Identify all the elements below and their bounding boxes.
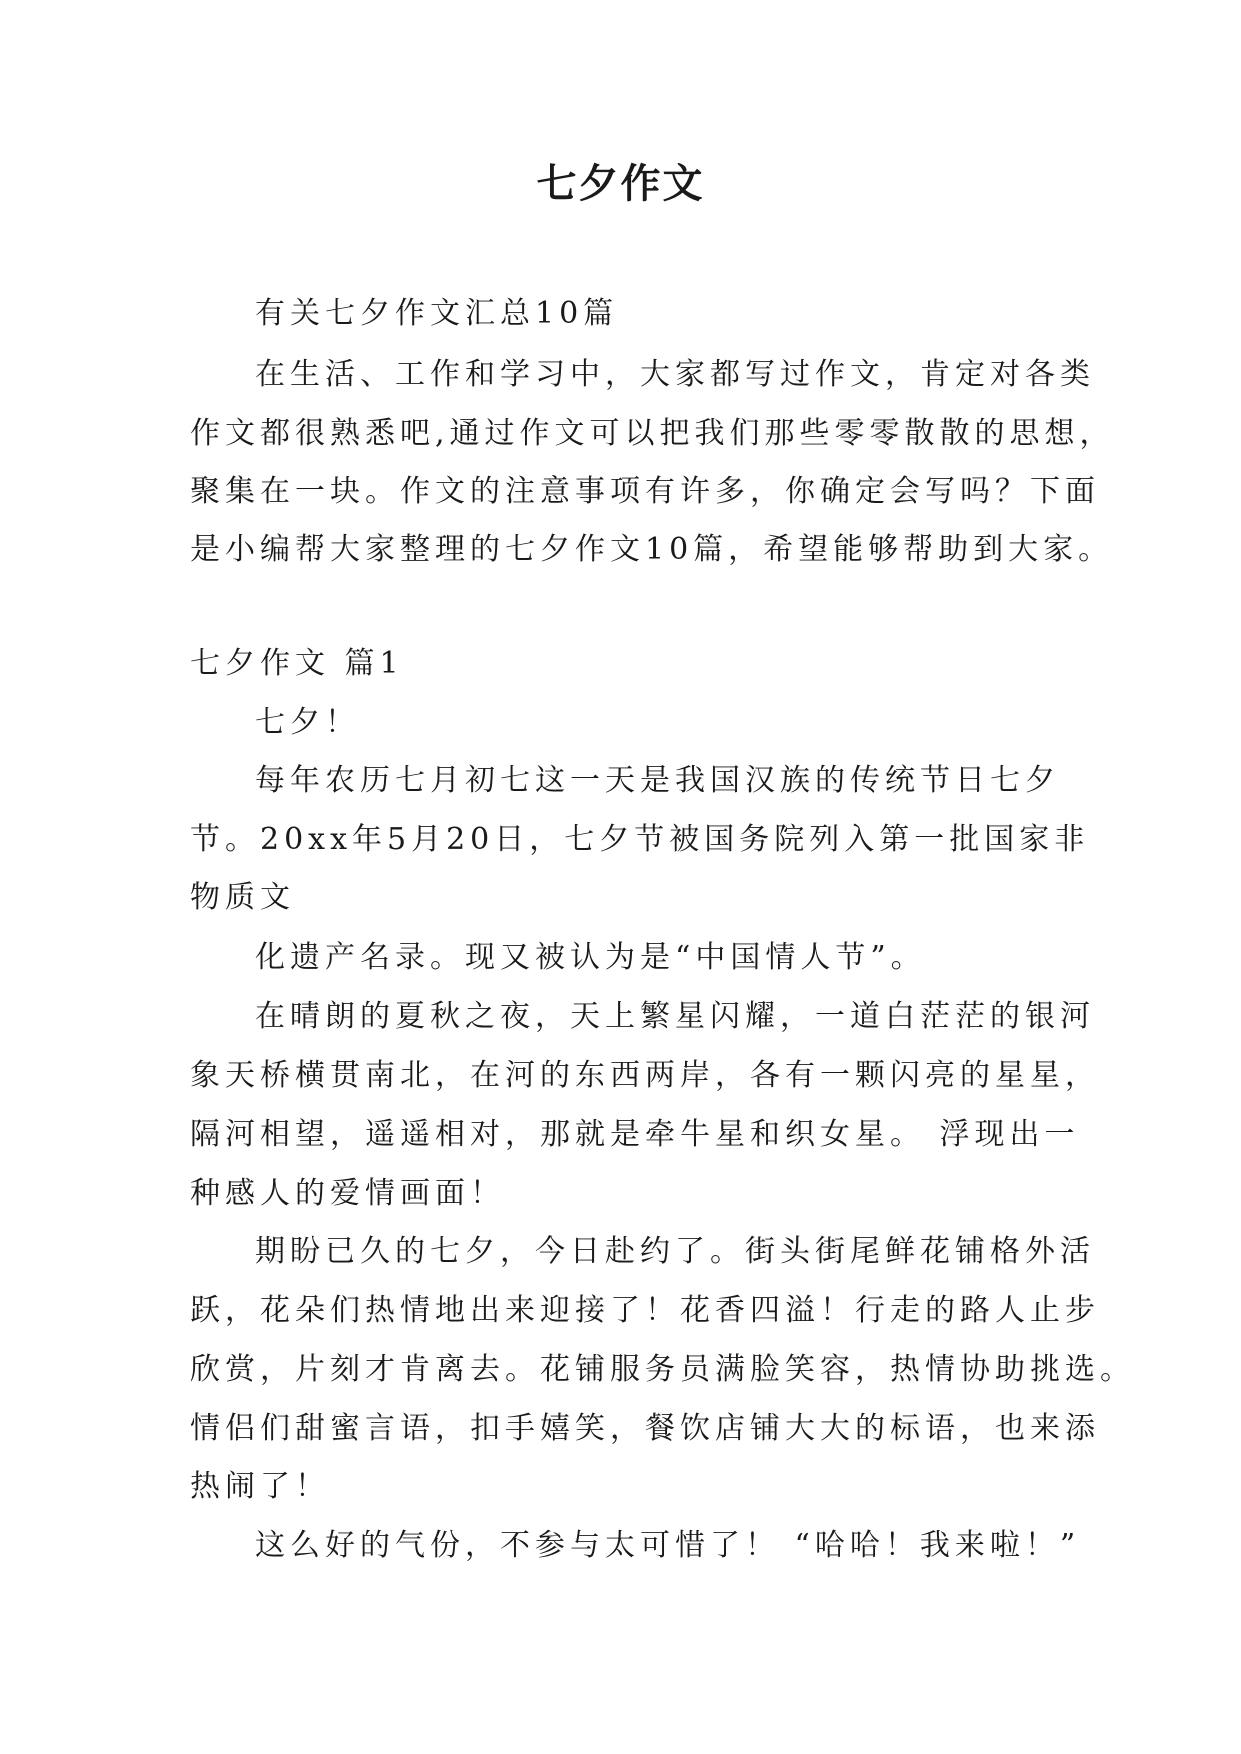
paragraph-line: 热闹了！ [190,1469,330,1504]
paragraph-line: 七夕！ [255,705,360,740]
paragraph-line: 欣赏，片刻才肯离去。花铺服务员满脸笑容，热情协助挑选。 [190,1352,1135,1387]
paragraph-line: 在晴朗的夏秋之夜，天上繁星闪耀，一道白茫茫的银河 [255,999,1095,1034]
paragraph-line: 在生活、工作和学习中，大家都写过作文，肯定对各类 [255,357,1095,392]
paragraph-line: 节。20xx年5月20日，七夕节被国务院列入第一批国家非 [190,822,1090,857]
section-heading: 七夕作文 篇1 [190,646,404,681]
paragraph-line: 情侣们甜蜜言语，扣手嬉笑，餐饮店铺大大的标语，也来添 [190,1411,1100,1446]
paragraph-line: 每年农历七月初七这一天是我国汉族的传统节日七夕 [255,763,1060,798]
paragraph-line: 跃，花朵们热情地出来迎接了！花香四溢！行走的路人止步 [190,1293,1100,1328]
paragraph-line: 象天桥横贯南北，在河的东西两岸，各有一颗闪亮的星星， [190,1058,1100,1093]
paragraph-line: 是小编帮大家整理的七夕作文10篇，希望能够帮助到大家。 [190,532,1114,567]
paragraph-line: 作文都很熟悉吧,通过作文可以把我们那些零零散散的思想， [190,416,1115,451]
paragraph-line: 隔河相望，遥遥相对，那就是牵牛星和织女星。 浮现出一 [190,1117,1080,1152]
paragraph-line: 化遗产名录。现又被认为是“中国情人节”。 [255,940,926,975]
paragraph-line: 期盼已久的七夕，今日赴约了。街头街尾鲜花铺格外活 [255,1234,1095,1269]
document-title: 七夕作文 [536,160,705,207]
paragraph-line: 聚集在一块。作文的注意事项有许多，你确定会写吗？下面 [190,474,1100,509]
paragraph-line: 物质文 [190,880,295,915]
paragraph-line: 这么好的气份，不参与太可惜了！ “哈哈！我来啦！” [255,1528,1081,1563]
paragraph-line: 种感人的爱情画面！ [190,1176,505,1211]
subtitle-line: 有关七夕作文汇总10篇 [255,296,619,331]
